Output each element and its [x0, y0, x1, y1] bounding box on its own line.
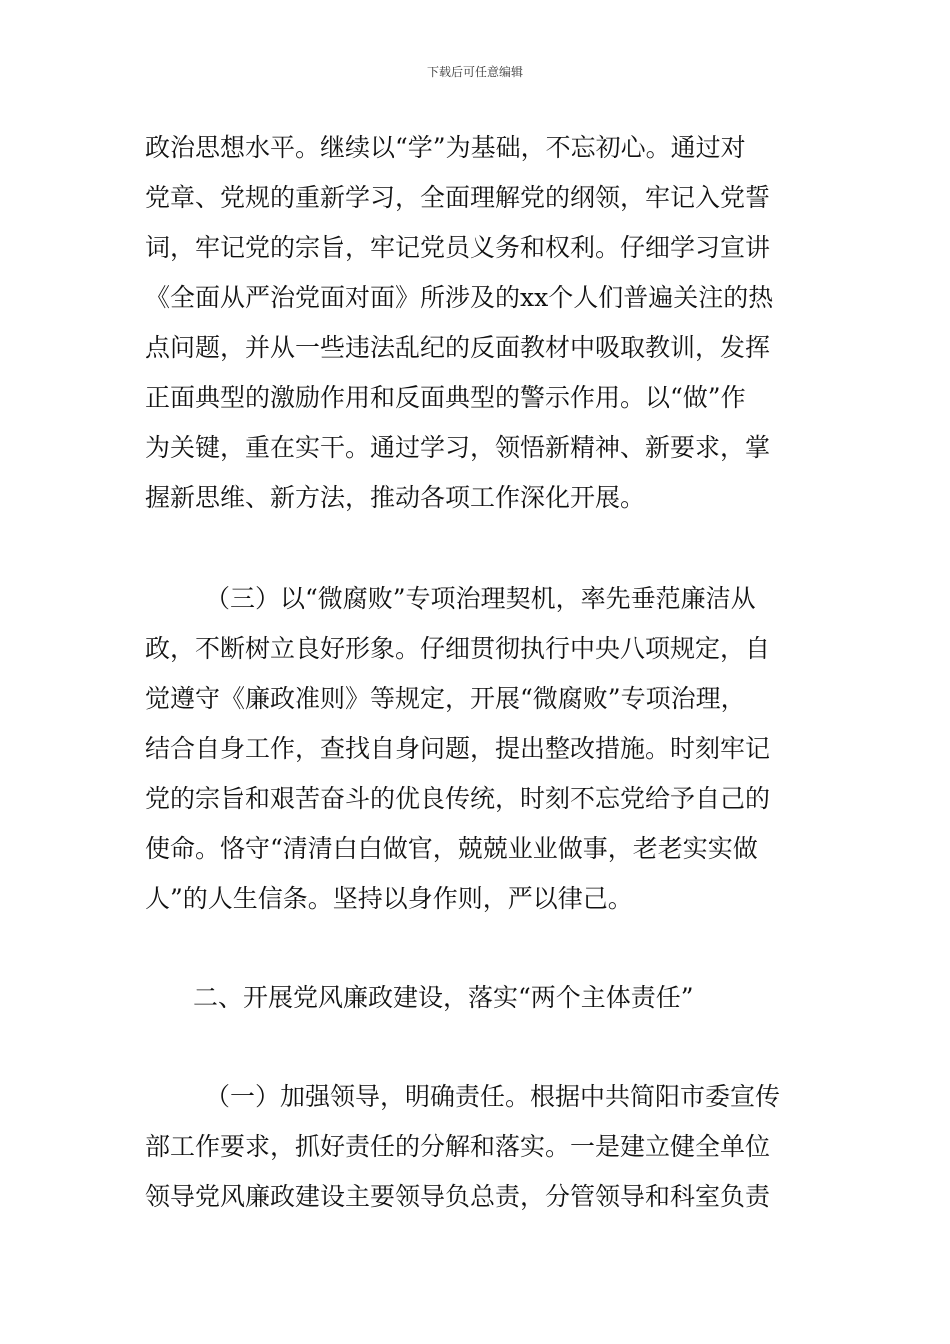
paragraph-2-line: 使命。恪守“清清白白做官，兢兢业业做事，老老实实做	[145, 834, 758, 863]
paragraph-1-line: 正面典型的激励作用和反面典型的警示作用。以“做”作	[145, 383, 746, 412]
paragraph-2-line: （三）以“微腐败”专项治理契机，率先垂范廉洁从	[205, 584, 756, 613]
page-header: 下载后可任意编辑	[426, 65, 523, 79]
paragraph-2-line: 人”的人生信条。坚持以身作则，严以律己。	[145, 884, 633, 913]
paragraph-2-line: 政，不断树立良好形象。仔细贯彻执行中央八项规定，自	[145, 634, 771, 663]
paragraph-1-line: 政治思想水平。继续以“学”为基础，不忘初心。通过对	[145, 133, 746, 162]
paragraph-1-line: 党章、党规的重新学习，全面理解党的纲领，牢记入党誓	[145, 183, 771, 212]
paragraph-1-line: 点问题，并从一些违法乱纪的反面教材中吸取教训，发挥	[145, 333, 771, 362]
paragraph-3-line: 部工作要求，抓好责任的分解和落实。一是建立健全单位	[145, 1132, 771, 1161]
paragraph-1-line: 为关键，重在实干。通过学习，领悟新精神、新要求，掌	[145, 433, 771, 462]
section-heading: 二、开展党风廉政建设，落实“两个主体责任”	[193, 983, 694, 1012]
paragraph-1-line: 词，牢记党的宗旨，牢记党员义务和权利。仔细学习宣讲	[145, 233, 771, 262]
paragraph-2-line: 结合自身工作，查找自身问题，提出整改措施。时刻牢记	[145, 734, 771, 763]
paragraph-3-line: （一）加强领导，明确责任。根据中共简阳市委宣传	[205, 1082, 781, 1111]
paragraph-1-line: 握新思维、新方法，推动各项工作深化开展。	[145, 483, 646, 512]
paragraph-2-line: 觉遵守《廉政准则》等规定，开展“微腐败”专项治理，	[145, 684, 746, 713]
paragraph-1-line: 《全面从严治党面对面》所涉及的xx个人们普遍关注的热	[145, 283, 774, 312]
paragraph-3-line: 领导党风廉政建设主要领导负总责，分管领导和科室负责	[145, 1182, 771, 1211]
paragraph-2-line: 党的宗旨和艰苦奋斗的优良传统，时刻不忘党给予自己的	[145, 784, 771, 813]
